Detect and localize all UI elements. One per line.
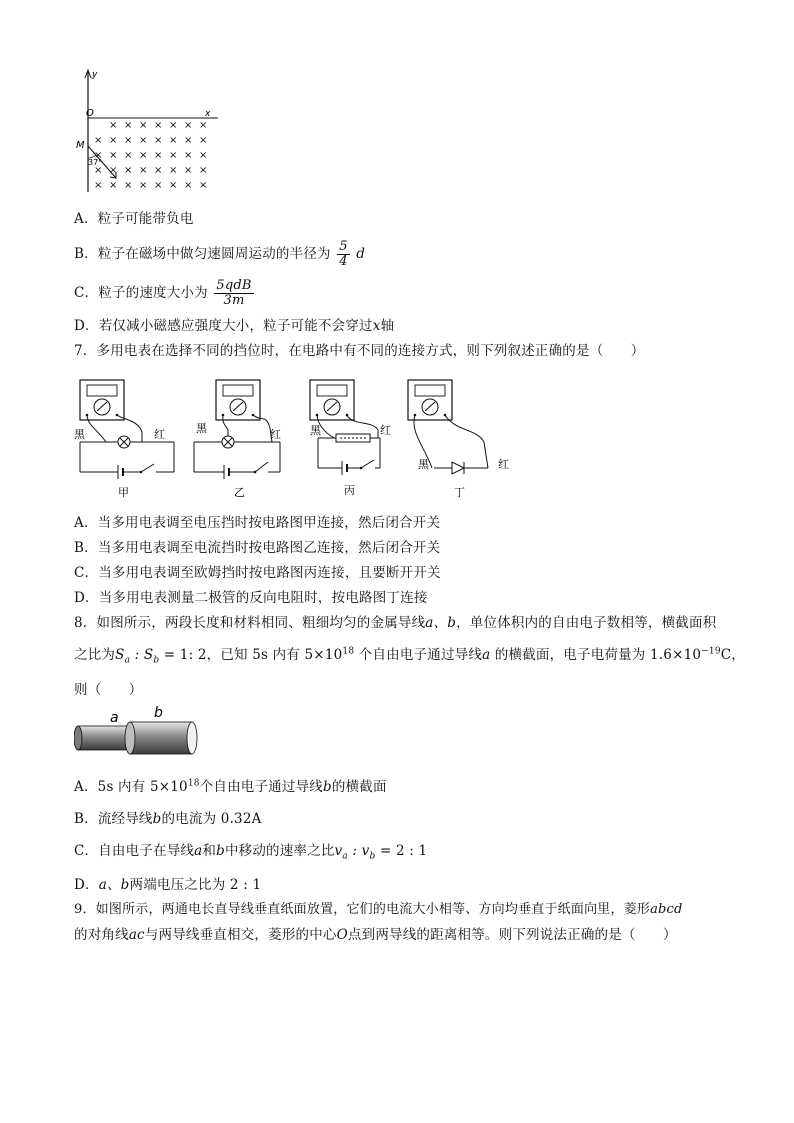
field-cross-icon: × [184,150,193,161]
fraction-5-4: $\frac{5}{4}$ [339,239,348,269]
field-cross-icon: × [139,165,148,176]
field-cross-icon: × [169,165,178,176]
c4-black: 黑 [418,458,429,471]
q7-option-a: A．当多用电表调至电压挡时按电路图甲连接，然后闭合开关 [74,515,441,531]
field-cross-icon: × [124,150,133,161]
field-cross-icon: × [169,150,178,161]
field-cross-icon: × [184,120,193,131]
field-cross-icon: × [169,180,178,191]
c4-label: 丁 [454,486,465,499]
field-cross-icon: × [199,150,208,161]
field-cross-icon: × [124,165,133,176]
field-cross-icon: × [94,135,103,146]
q8-stem-line2: 之比为$S_a$ : $S_b = 1$: 2，已知 5s 内有 $5\times 10^{18}$ 个自由电子通过导线a 的横截面，电子电荷量为 $1.6\times 10^{-19}C$， [74,646,745,666]
field-cross-icon: × [109,150,118,161]
multimeter-circuits-figure [74,376,524,504]
q8-option-c: C．自由电子在导线a和b中移动的速率之比$v_a$ : $v_b = 2$ : 1 [74,843,428,862]
field-cross-icon: × [199,135,208,146]
field-cross-icon: × [139,150,148,161]
angle-label: 37° [88,158,103,167]
wire-a-label: a [110,710,119,726]
c3-black: 黑 [310,424,321,437]
field-cross-icon: × [184,165,193,176]
field-cross-icon: × [154,180,163,191]
field-cross-icon: × [109,180,118,191]
conductor-wires-figure [74,704,204,756]
field-cross-icon: × [154,165,163,176]
c2-black: 黑 [196,422,207,435]
q6-option-b-text: B．粒子在磁场中做匀速圆周运动的半径为 [74,246,331,262]
field-cross-icon: × [124,180,133,191]
axis-y-label: y [92,70,98,80]
c1-red: 红 [154,428,165,441]
field-cross-icon: × [109,135,118,146]
c2-label: 乙 [234,486,245,499]
q9-stem-line2: 的对角线ac与两导线垂直相交，菱形的中心O点到两导线的距离相等。则下列说法正确的是（ ） [74,927,677,943]
field-cross-icon: × [154,150,163,161]
field-cross-icon: × [124,135,133,146]
q7-option-c: C．当多用电表调至欧姆挡时按电路图丙连接，且要断开开关 [74,565,441,581]
field-cross-icon: × [199,180,208,191]
field-cross-icon: × [139,180,148,191]
wire-b-label: b [154,705,163,721]
field-cross-icon: × [109,165,118,176]
q8-stem-line1: 8．如图所示，两段长度和材料相同、粗细均匀的金属导线a、b，单位体积内的自由电子数相等，横截面积 [74,615,717,631]
c1-black: 黑 [74,428,85,441]
q9-stem-line1: 9．如图所示，两通电长直导线垂直纸面放置，它们的电流大小相等、方向均垂直于纸面向里，菱形abcd [74,902,683,917]
q6-option-c [74,279,256,308]
c4-red: 红 [498,458,509,471]
axis-x-label: x [205,109,211,119]
q6-option-b [74,240,365,269]
origin-label: O [86,108,94,119]
field-cross-icon: × [139,120,148,131]
field-cross-icon: × [94,180,103,191]
q7-stem: 7．多用电表在选择不同的挡位时，在电路中有不同的连接方式，则下列叙述正确的是（ ） [74,343,645,359]
field-cross-icon: × [154,135,163,146]
c2-red: 红 [270,428,281,441]
c3-label: 丙 [344,484,355,497]
point-m-label: M [76,140,85,151]
q7-option-d: D．当多用电表测量二极管的反向电阻时，按电路图丁连接 [74,590,428,606]
field-cross-icon: × [169,120,178,131]
field-cross-icon: × [139,135,148,146]
c1-label: 甲 [118,486,129,499]
field-cross-icon: × [169,135,178,146]
q8-stem-line3: 则（ ） [74,682,143,698]
field-cross-icon: × [109,120,118,131]
q6-option-d: D．若仅减小磁感应强度大小，粒子可能不会穿过x轴 [74,318,395,334]
field-cross-icon: × [184,180,193,191]
field-cross-icon: × [199,165,208,176]
q8-option-a: A．5s 内有 $5\times 10^{18}$个自由电子通过导线b的横截面 [74,778,387,795]
var-d: d [356,246,366,262]
q6-option-a: A．粒子可能带负电 [74,211,194,227]
q6-option-c-text: C．粒子的速度大小为 [74,285,208,301]
c3-red: 红 [380,424,391,437]
fraction-speed: $\frac{\text{5qdB}}{3m}$ [216,278,252,308]
field-cross-icon: × [94,150,103,161]
q8-option-d: D．a、b两端电压之比为 2 : 1 [74,877,262,893]
field-cross-icon: × [94,165,103,176]
magnetic-field-figure [72,66,222,198]
q8-option-b: B．流经导线b的电流为 0.32A [74,811,262,827]
field-cross-icon: × [199,120,208,131]
field-cross-icon: × [184,135,193,146]
q7-option-b: B．当多用电表调至电流挡时按电路图乙连接，然后闭合开关 [74,540,441,556]
field-cross-icon: × [154,120,163,131]
field-cross-icon: × [124,120,133,131]
